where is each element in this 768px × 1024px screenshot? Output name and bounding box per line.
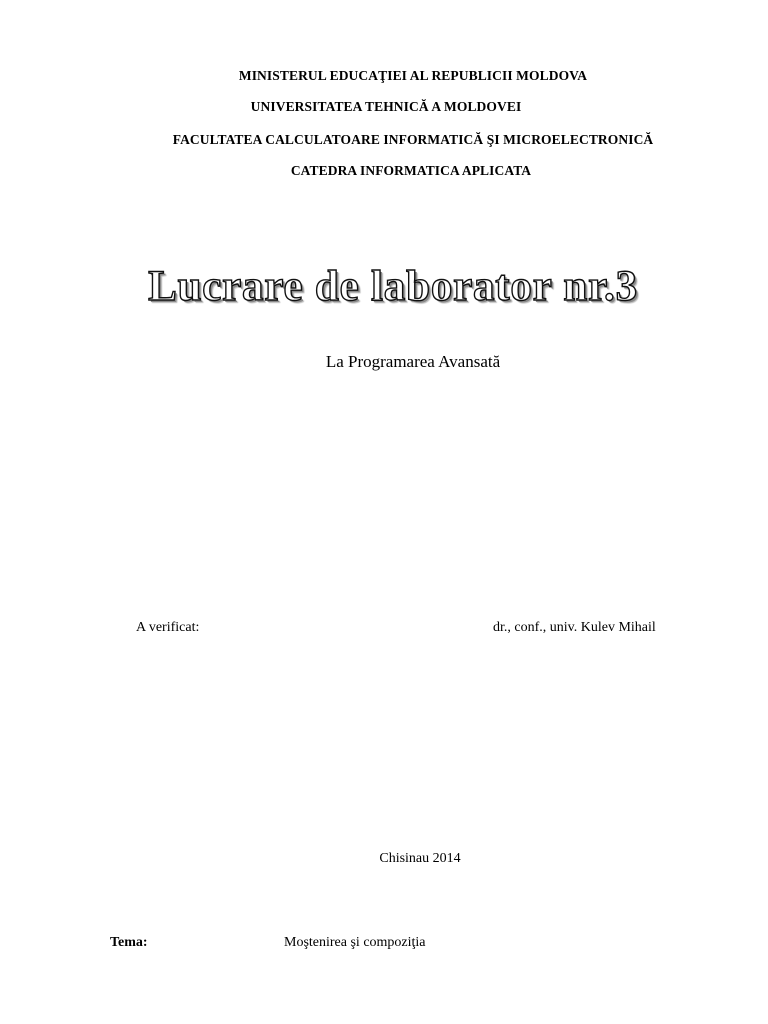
- verified-by-label: A verificat:: [136, 620, 200, 635]
- topic-label: Tema:: [110, 935, 148, 950]
- verifier-name: dr., conf., univ. Kulev Mihail: [493, 620, 656, 635]
- faculty-heading: FACULTATEA CALCULATOARE INFORMATICĂ ŞI MICROELECTRONICĂ: [172, 132, 654, 147]
- place-and-year: Chisinau 2014: [379, 851, 461, 866]
- topic-value: Moştenirea şi compoziţia: [284, 935, 426, 950]
- university-heading: UNIVERSITATEA TEHNICĂ A MOLDOVEI: [250, 99, 522, 114]
- ministry-heading: MINISTERUL EDUCAŢIEI AL REPUBLICII MOLDOVA: [238, 68, 588, 83]
- department-heading: CATEDRA INFORMATICA APLICATA: [290, 163, 532, 178]
- course-subject: La Programarea Avansată: [325, 352, 501, 371]
- document-title: Lucrare de laborator nr.3: [148, 263, 638, 310]
